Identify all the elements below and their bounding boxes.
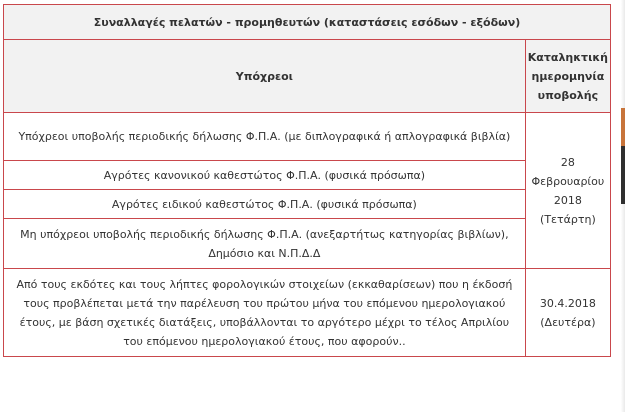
scrollbar-accent bbox=[621, 108, 625, 146]
table-title: Συναλλαγές πελατών - προμηθευτών (καταστάσεις εσόδων - εξόδων) bbox=[4, 5, 611, 40]
obliged-cell: Αγρότες ειδικού καθεστώτος Φ.Π.Α. (φυσικά πρόσωπα) bbox=[4, 190, 526, 219]
table-row bbox=[4, 113, 611, 161]
table-title-row bbox=[4, 5, 611, 40]
group-deadline-cell: 28 Φεβρουαρίου 2018 (Τετάρτη) bbox=[525, 113, 610, 269]
deadline-cell: 30.4.2018 (Δευτέρα) bbox=[525, 269, 610, 357]
obliged-cell: Από τους εκδότες και τους λήπτες φορολογικών στοιχείων (εκκαθαρίσεων) που η έκδοσή τους προβλέπεται μετά την παρέλευση του πρώτου μήνα του επόμενου ημερολογιακού έτους, με βάση σχετικές διατάξεις, υποβάλλονται το αργότερο μέχρι το τέλος Απριλίου του επόμενου ημερολογιακού έτους, που αφορούν.. bbox=[4, 269, 526, 357]
table-header-row bbox=[4, 40, 611, 113]
scrollbar-thumb[interactable] bbox=[621, 146, 625, 204]
obliged-cell: Μη υπόχρεοι υποβολής περιοδικής δήλωσης Φ.Π.Α. (ανεξαρτήτως κατηγορίας βιβλίων), Δημόσιο και Ν.Π.Δ.Δ bbox=[4, 219, 526, 269]
table-row bbox=[4, 190, 611, 219]
table-row bbox=[4, 219, 611, 269]
page-edge-shadow bbox=[618, 0, 625, 412]
table-row bbox=[4, 269, 611, 357]
header-deadline: Καταληκτική ημερομηνία υποβολής bbox=[525, 40, 610, 113]
obliged-cell: Αγρότες κανονικού καθεστώτος Φ.Π.Α. (φυσικά πρόσωπα) bbox=[4, 161, 526, 190]
header-obliged: Υπόχρεοι bbox=[4, 40, 526, 113]
obliged-cell: Υπόχρεοι υποβολής περιοδικής δήλωσης Φ.Π.Α. (με διπλογραφικά ή απλογραφικά βιβλία) bbox=[4, 113, 526, 161]
table-row bbox=[4, 161, 611, 190]
deadlines-table bbox=[3, 4, 611, 357]
